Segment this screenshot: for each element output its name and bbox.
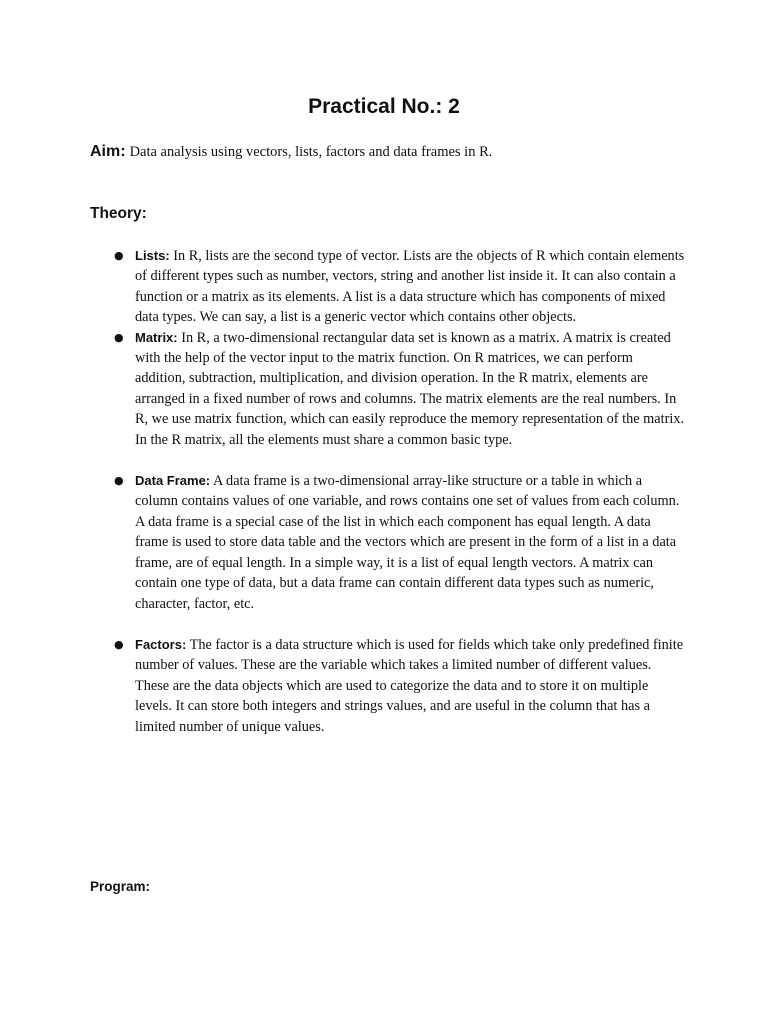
bullet-icon: ● <box>114 474 124 488</box>
bullet-icon: ● <box>114 637 124 651</box>
aim-text: Data analysis using vectors, lists, factors and data frames in R. <box>129 144 493 160</box>
theory-description: The factor is a data structure which is used for fields which take only predefined finite number of values. These are the variable which takes a limited number of different values. These are the data objects which are used to categorize the data and to store it on multiple levels. It can store both integers and strings values, and are useful in the column that has a limited number of unique values. <box>135 636 684 735</box>
theory-heading: Theory: <box>90 205 147 222</box>
aim-label: Aim: <box>90 143 126 160</box>
aim-section <box>90 143 710 161</box>
page-title: Practical No.: 2 <box>308 95 460 118</box>
theory-description: In R, a two-dimensional rectangular data set is known as a matrix. A matrix is created with the help of the vector input to the matrix function. On R matrices, we can perform addition, subtraction, multiplication, and division operation. In the R matrix, elements are arranged in a fixed number of rows and columns. The matrix elements are the real numbers. In R, we use matrix function, which can easily reproduce the memory representation of the matrix. In the R matrix, all the elements must share a common basic type. <box>135 329 685 448</box>
theory-item-lists <box>114 246 685 328</box>
theory-description: A data frame is a two-dimensional array-like structure or a table in which a column contains values of one variable, and rows contains one set of values from each column. A data frame is a special case of the list in which each component has equal length. A data frame is used to store data table and the vectors which are present in the form of a list in a data frame, are of equal length. In a simple way, it is a list of equal length vectors. A matrix can contain one type of data, but a data frame can contain different data types such as numeric, character, factor, etc. <box>135 473 680 612</box>
theory-list <box>114 246 685 737</box>
theory-term: Lists: <box>135 248 170 263</box>
bullet-icon: ● <box>114 249 124 262</box>
theory-term: Factors: <box>135 636 187 652</box>
theory-term: Matrix: <box>135 329 178 345</box>
theory-item-data-frame <box>114 471 685 614</box>
theory-description: In R, lists are the second type of vector. Lists are the objects of R which contain elements of different types such as number, vectors, string and another list inside it. It can also contain a function or a matrix as its elements. A list is a data structure which has components of mixed data types. We can say, a list is a generic vector which contains other objects. <box>135 248 685 326</box>
theory-item-factors <box>114 635 685 737</box>
theory-item-matrix <box>114 328 685 450</box>
program-heading: Program: <box>90 879 151 894</box>
theory-term: Data Frame: <box>135 473 211 489</box>
bullet-icon: ● <box>114 330 124 344</box>
